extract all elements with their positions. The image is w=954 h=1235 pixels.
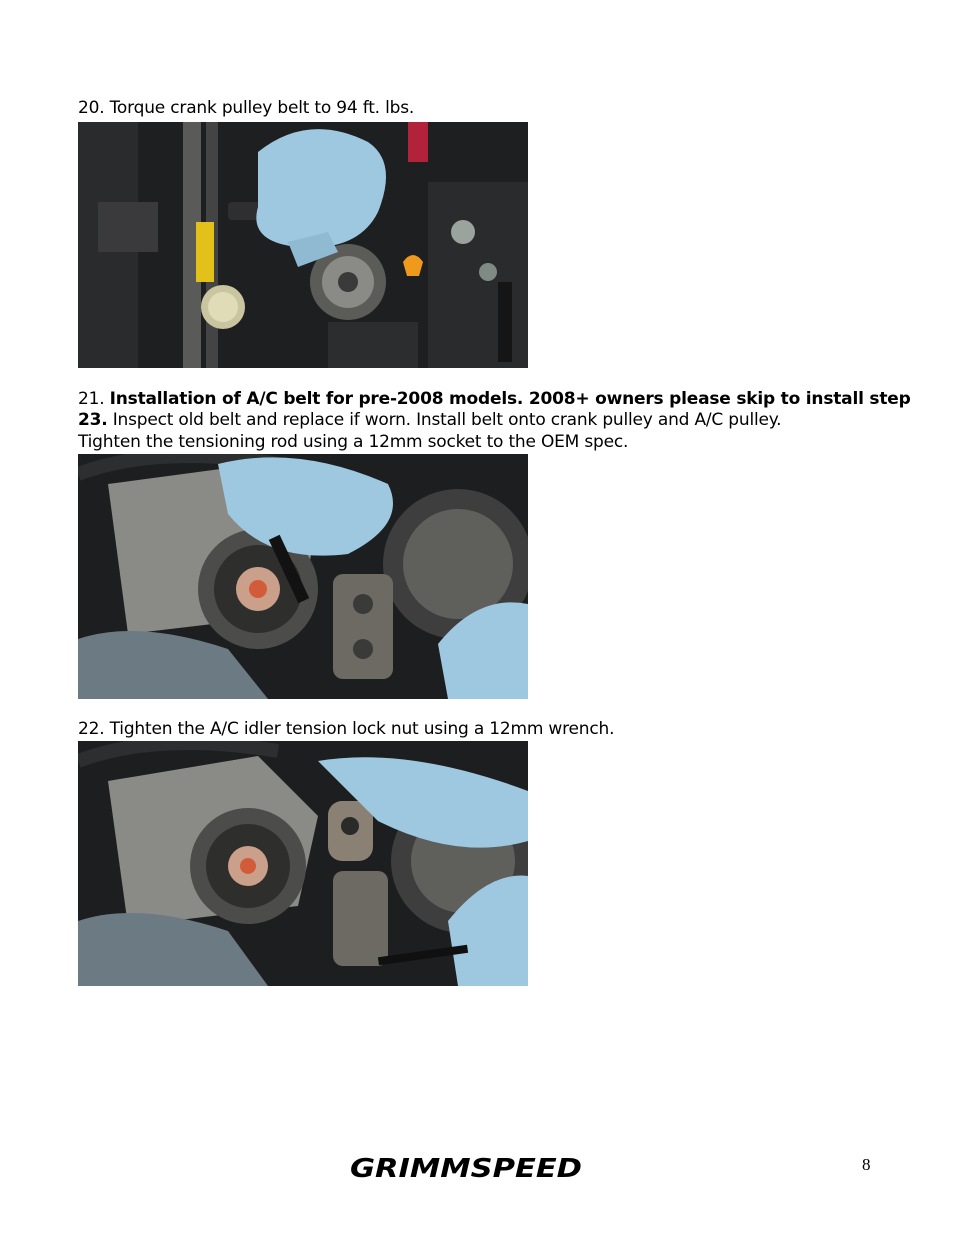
step-21-step-reference: 23. — [78, 410, 108, 430]
photo-crank-pulley-torque — [78, 122, 528, 368]
step-21-number: 21. — [78, 389, 110, 409]
grimmspeed-logo-text: GRIMMSPEED — [350, 1154, 582, 1181]
photo-ac-idler-lock-nut — [78, 741, 528, 986]
step-21-body-line-2 — [78, 410, 781, 431]
step-20-text: 20. Torque crank pulley belt to 94 ft. lbs. — [78, 98, 415, 118]
step-22-text: 22. Tighten the A/C idler tension lock nut using a 12mm wrench. — [78, 719, 615, 739]
photo-ac-belt-install — [78, 454, 528, 699]
step-21-heading-line — [78, 389, 911, 410]
page-number: 8 — [862, 1155, 871, 1174]
grimmspeed-logo — [348, 1153, 584, 1181]
step-21-heading: Installation of A/C belt for pre-2008 models. 2008+ owners please skip to install step — [109, 389, 911, 409]
step-21-body-line-3: Tighten the tensioning rod using a 12mm socket to the OEM spec. — [78, 432, 629, 452]
step-21-body-text: Inspect old belt and replace if worn. Install belt onto crank pulley and A/C pulley. — [107, 410, 782, 430]
